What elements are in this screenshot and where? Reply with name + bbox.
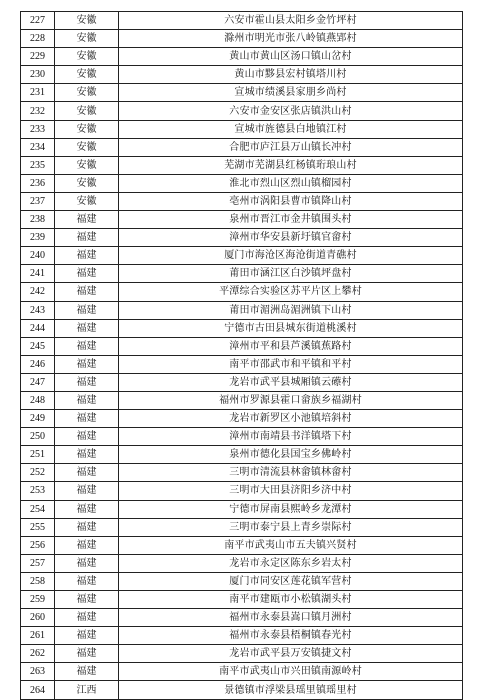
row-province: 福建 [55,355,119,373]
table-row [21,446,463,464]
row-province: 安徽 [55,192,119,210]
row-province: 福建 [55,591,119,609]
table-row [21,500,463,518]
table-row [21,30,463,48]
row-village: 宁德市古田县城东街道桃溪村 [119,319,463,337]
row-number: 246 [21,355,55,373]
table-row [21,102,463,120]
village-table-body [21,12,463,700]
table-row [21,337,463,355]
row-province: 福建 [55,247,119,265]
row-village: 黄山市黟县宏村镇塔川村 [119,66,463,84]
row-province: 福建 [55,211,119,229]
row-village: 六安市金安区张店镇洪山村 [119,102,463,120]
row-number: 242 [21,283,55,301]
row-province: 福建 [55,319,119,337]
row-village: 景德镇市浮梁县瑶里镇瑶里村 [119,681,463,699]
row-province: 福建 [55,554,119,572]
table-row [21,247,463,265]
row-province: 福建 [55,500,119,518]
row-village: 黄山市黄山区汤口镇山岔村 [119,48,463,66]
table-row [21,572,463,590]
table-row [21,609,463,627]
row-village: 厦门市同安区莲花镇军营村 [119,572,463,590]
row-province: 安徽 [55,156,119,174]
table-row [21,391,463,409]
village-table [20,11,463,700]
row-village: 淮北市烈山区烈山镇榴园村 [119,174,463,192]
row-village: 福州市永泰县嵩口镇月洲村 [119,609,463,627]
row-province: 安徽 [55,138,119,156]
table-row [21,663,463,681]
row-village: 龙岩市武平县城厢镇云礤村 [119,373,463,391]
row-village: 南平市建瓯市小松镇湖头村 [119,591,463,609]
table-row [21,355,463,373]
row-village: 六安市霍山县太阳乡金竹坪村 [119,12,463,30]
row-number: 256 [21,536,55,554]
row-village: 三明市泰宁县上青乡崇际村 [119,518,463,536]
row-village: 南平市武夷山市五夫镇兴贤村 [119,536,463,554]
row-province: 安徽 [55,102,119,120]
row-village: 宁德市屏南县熙岭乡龙潭村 [119,500,463,518]
row-village: 三明市大田县济阳乡济中村 [119,482,463,500]
row-number: 258 [21,572,55,590]
table-row [21,373,463,391]
row-province: 福建 [55,229,119,247]
row-village: 福州市永泰县梧桐镇春光村 [119,627,463,645]
village-list-page [20,11,462,700]
row-number: 237 [21,192,55,210]
row-number: 254 [21,500,55,518]
row-number: 232 [21,102,55,120]
table-row [21,174,463,192]
row-province: 福建 [55,337,119,355]
row-province: 福建 [55,373,119,391]
row-village: 漳州市南靖县书洋镇塔下村 [119,428,463,446]
row-number: 247 [21,373,55,391]
row-number: 261 [21,627,55,645]
row-village: 莆田市涵江区白沙镇坪盘村 [119,265,463,283]
row-province: 福建 [55,536,119,554]
table-row [21,120,463,138]
row-number: 251 [21,446,55,464]
table-row [21,410,463,428]
row-village: 南平市邵武市和平镇和平村 [119,355,463,373]
row-number: 236 [21,174,55,192]
table-row [21,428,463,446]
table-row [21,536,463,554]
row-province: 福建 [55,627,119,645]
row-number: 228 [21,30,55,48]
row-province: 安徽 [55,84,119,102]
row-province: 安徽 [55,66,119,84]
row-village: 福州市罗源县霍口畲族乡福湖村 [119,391,463,409]
row-number: 233 [21,120,55,138]
row-province: 福建 [55,283,119,301]
row-province: 福建 [55,464,119,482]
row-village: 龙岩市新罗区小池镇培斜村 [119,410,463,428]
table-row [21,482,463,500]
row-number: 240 [21,247,55,265]
row-number: 244 [21,319,55,337]
row-number: 234 [21,138,55,156]
row-province: 江西 [55,681,119,699]
table-row [21,591,463,609]
table-row [21,156,463,174]
row-number: 243 [21,301,55,319]
row-number: 264 [21,681,55,699]
row-number: 235 [21,156,55,174]
table-row [21,554,463,572]
row-province: 福建 [55,391,119,409]
table-row [21,66,463,84]
row-village: 宣城市绩溪县家朋乡尚村 [119,84,463,102]
row-number: 263 [21,663,55,681]
row-number: 250 [21,428,55,446]
row-number: 238 [21,211,55,229]
row-province: 安徽 [55,174,119,192]
row-village: 漳州市华安县新圩镇官畲村 [119,229,463,247]
row-number: 227 [21,12,55,30]
row-province: 福建 [55,410,119,428]
row-village: 泉州市晋江市金井镇围头村 [119,211,463,229]
table-row [21,138,463,156]
row-number: 230 [21,66,55,84]
row-village: 厦门市海沧区海沧街道青礁村 [119,247,463,265]
row-province: 福建 [55,428,119,446]
table-row [21,48,463,66]
table-row [21,464,463,482]
row-village: 宣城市旌德县白地镇江村 [119,120,463,138]
row-number: 231 [21,84,55,102]
table-row [21,192,463,210]
table-row [21,12,463,30]
table-row [21,645,463,663]
row-province: 安徽 [55,30,119,48]
row-number: 252 [21,464,55,482]
row-village: 芜湖市芜湖县红杨镇珩琅山村 [119,156,463,174]
row-number: 241 [21,265,55,283]
row-village: 三明市清流县林畲镇林畲村 [119,464,463,482]
row-province: 福建 [55,446,119,464]
row-province: 福建 [55,482,119,500]
row-village: 莆田市湄洲岛湄洲镇下山村 [119,301,463,319]
row-village: 平潭综合实验区苏平片区上攀村 [119,283,463,301]
row-province: 福建 [55,609,119,627]
row-number: 262 [21,645,55,663]
row-province: 安徽 [55,12,119,30]
row-province: 福建 [55,645,119,663]
row-village: 漳州市平和县芦溪镇蕉路村 [119,337,463,355]
table-row [21,265,463,283]
row-number: 249 [21,410,55,428]
row-number: 260 [21,609,55,627]
row-number: 253 [21,482,55,500]
row-province: 福建 [55,663,119,681]
table-row [21,84,463,102]
row-number: 239 [21,229,55,247]
row-number: 259 [21,591,55,609]
row-province: 福建 [55,518,119,536]
row-village: 龙岩市永定区陈东乡岩太村 [119,554,463,572]
table-row [21,229,463,247]
table-row [21,627,463,645]
row-province: 福建 [55,265,119,283]
row-number: 248 [21,391,55,409]
row-province: 福建 [55,572,119,590]
row-province: 安徽 [55,48,119,66]
row-village: 亳州市涡阳县曹市镇降山村 [119,192,463,210]
table-row [21,301,463,319]
row-village: 南平市武夷山市兴田镇南源岭村 [119,663,463,681]
row-village: 龙岩市武平县万安镇捷文村 [119,645,463,663]
row-province: 福建 [55,301,119,319]
row-number: 257 [21,554,55,572]
table-row [21,211,463,229]
row-village: 滁州市明光市张八岭镇燕郢村 [119,30,463,48]
row-number: 245 [21,337,55,355]
table-row [21,518,463,536]
table-row [21,319,463,337]
row-village: 泉州市德化县国宝乡佛岭村 [119,446,463,464]
row-province: 安徽 [55,120,119,138]
row-number: 229 [21,48,55,66]
row-village: 合肥市庐江县万山镇长冲村 [119,138,463,156]
table-row [21,283,463,301]
table-row [21,681,463,699]
row-number: 255 [21,518,55,536]
